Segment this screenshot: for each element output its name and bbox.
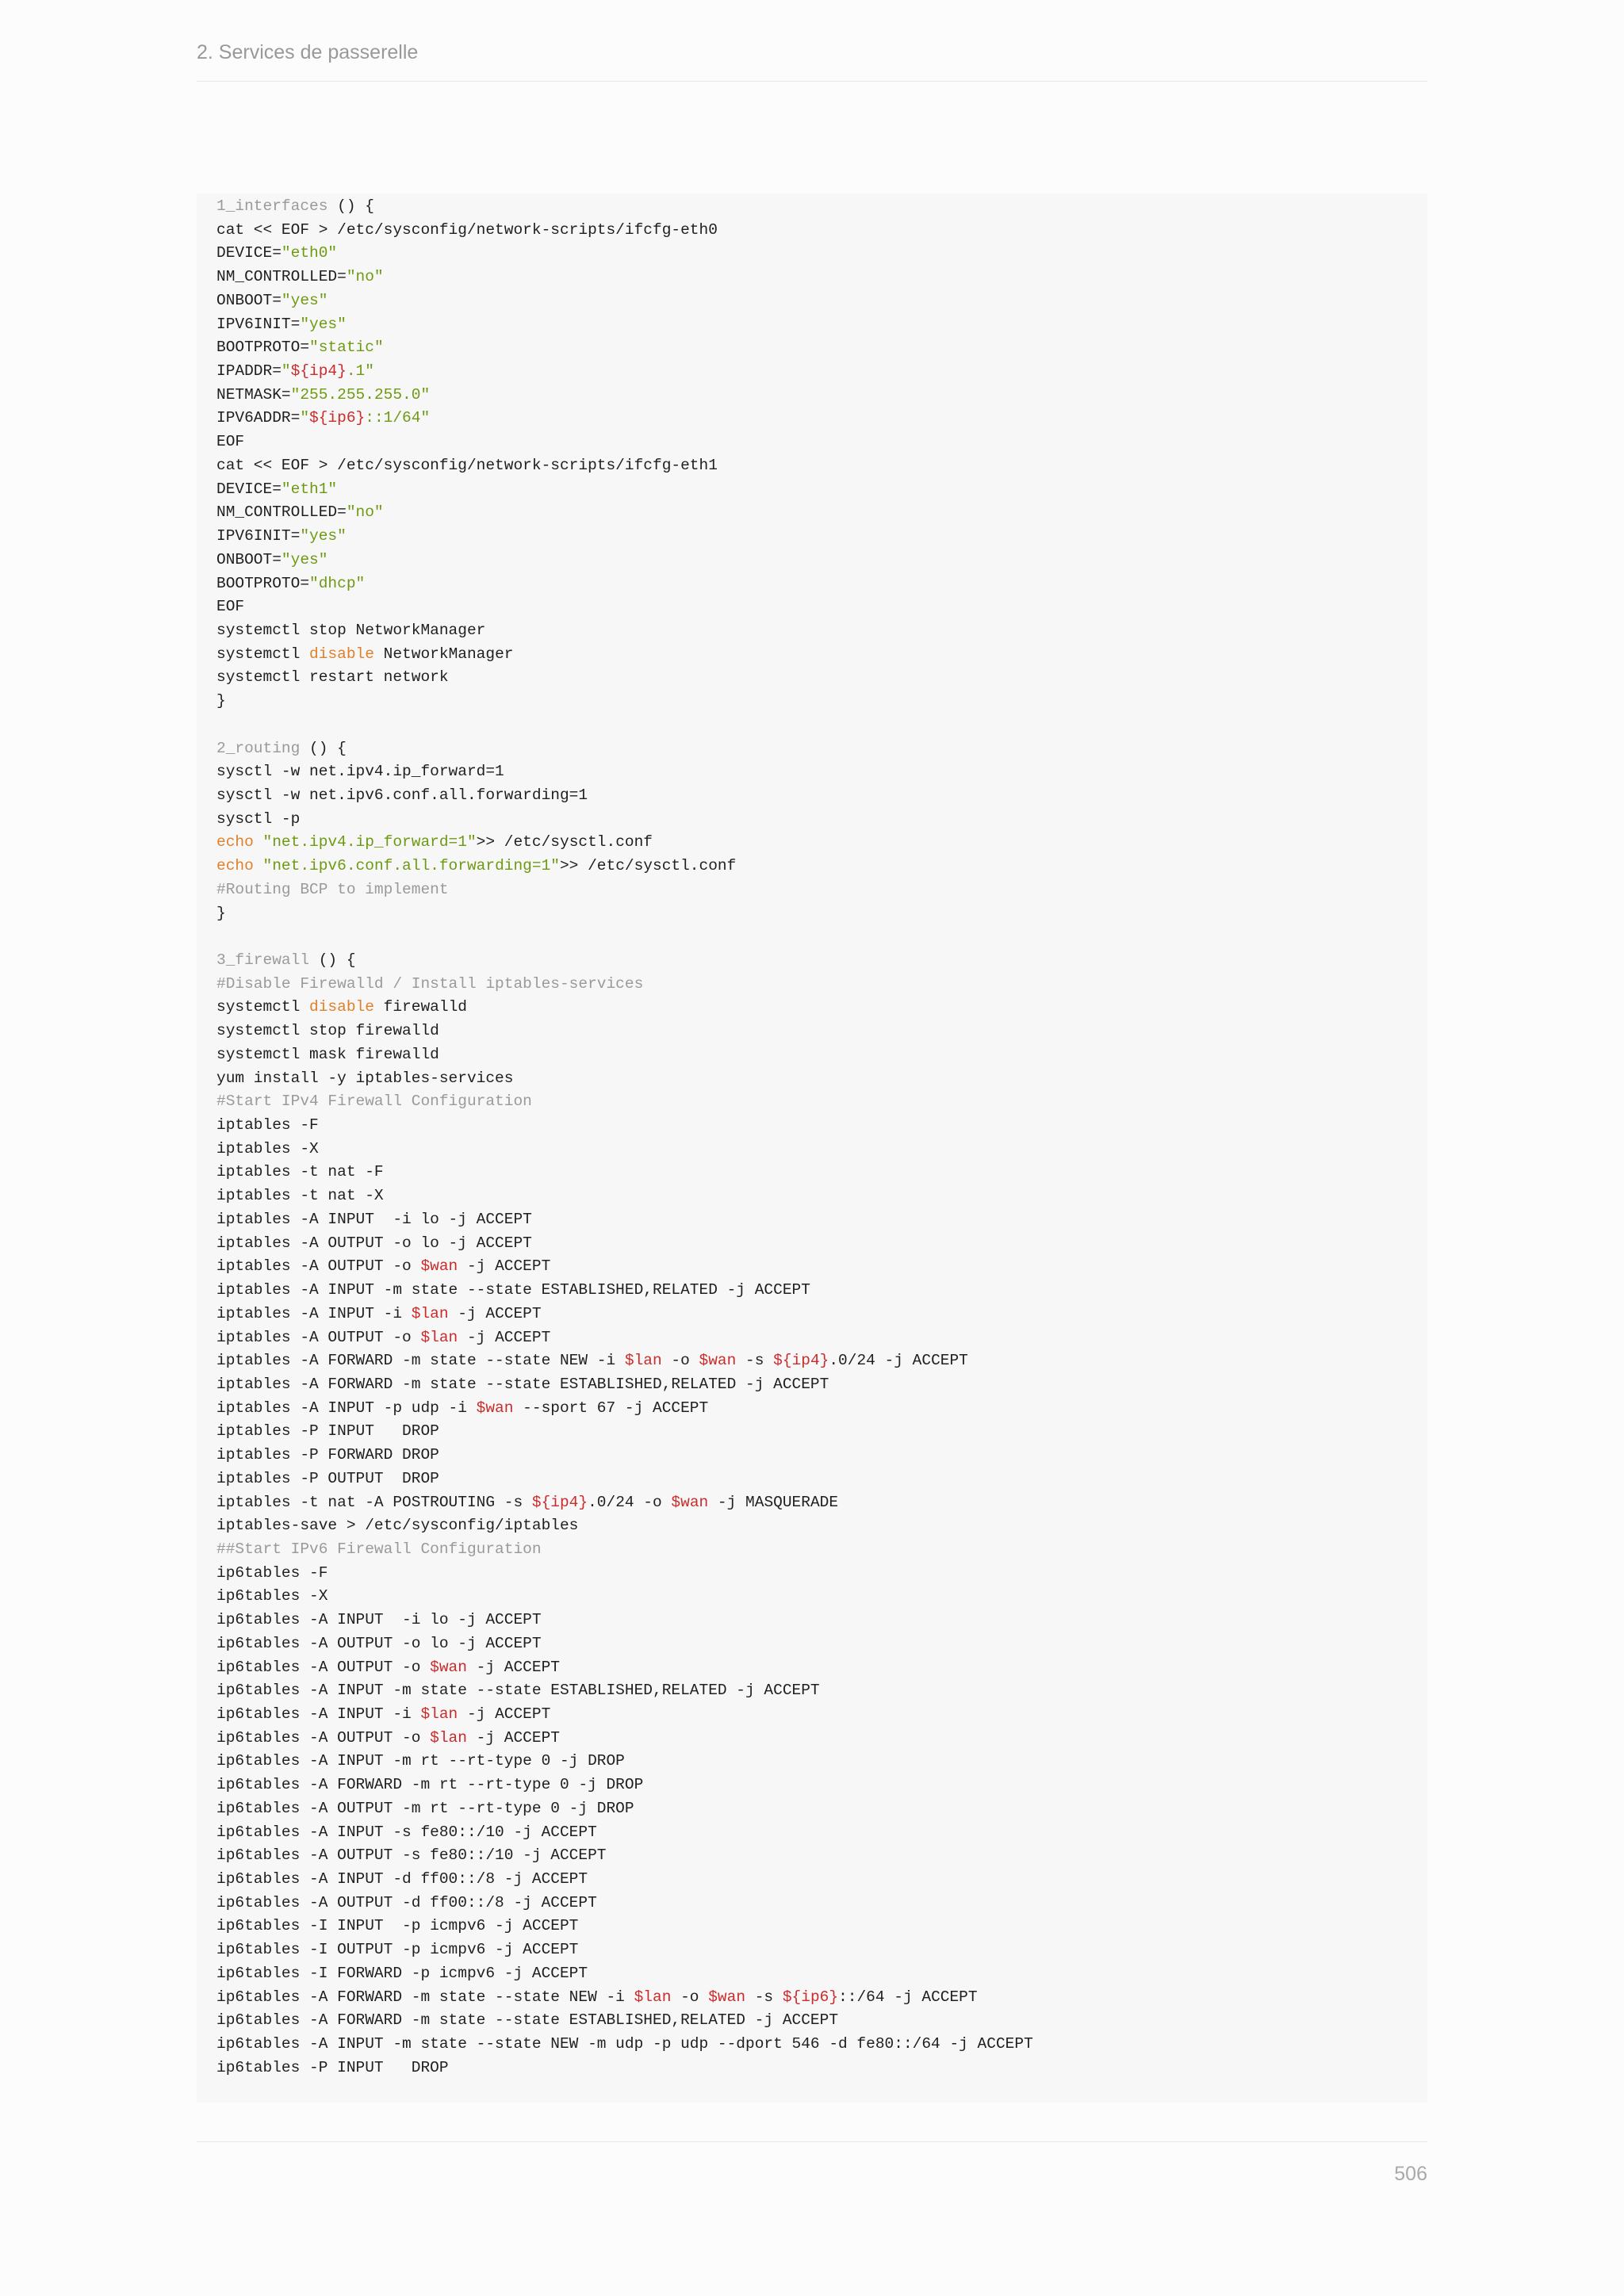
code-line	[216, 643, 1427, 667]
code-token: ip6tables -A INPUT -m state --state NEW -m udp -p udp --dport 546 -d fe80::/64 -j ACCEPT	[216, 2035, 1033, 2053]
code-line	[216, 1868, 1427, 1892]
code-token	[254, 833, 263, 851]
code-token: -s	[745, 1988, 783, 2006]
code-token: $wan	[671, 1493, 709, 1511]
code-token: -j ACCEPT	[466, 1658, 560, 1676]
code-line	[216, 1043, 1427, 1067]
code-line	[216, 784, 1427, 808]
code-line	[216, 360, 1427, 384]
code-token: systemctl	[216, 998, 310, 1016]
code-line	[216, 2009, 1427, 2033]
code-token: #Start IPv4 Firewall Configuration	[216, 1093, 532, 1111]
code-token: ${ip4}	[531, 1493, 588, 1511]
code-line	[216, 1067, 1427, 1091]
code-block	[197, 193, 1427, 2103]
code-line	[216, 831, 1427, 855]
code-line	[216, 2057, 1427, 2080]
code-token: yum install -y iptables-services	[216, 1069, 514, 1087]
code-token: cat << EOF > /etc/sysconfig/network-scripts/ifcfg-eth0	[216, 220, 718, 239]
code-token: ip6tables -A OUTPUT -o	[216, 1658, 431, 1676]
code-token: iptables -F	[216, 1116, 319, 1135]
code-line	[216, 1727, 1427, 1751]
code-token: "eth1"	[281, 480, 338, 498]
code-line	[216, 1255, 1427, 1279]
code-line	[216, 219, 1427, 243]
code-line	[216, 1232, 1427, 1256]
code-token: firewalld	[373, 998, 467, 1016]
code-token: --sport 67 -j ACCEPT	[513, 1399, 709, 1417]
code-line	[216, 1279, 1427, 1303]
code-line	[216, 1679, 1427, 1703]
code-line	[216, 1656, 1427, 1680]
code-token: $lan	[420, 1705, 458, 1723]
code-token: disable	[309, 998, 374, 1016]
code-token: IPV6ADDR=	[216, 409, 301, 427]
code-token: #Routing BCP to implement	[216, 880, 449, 898]
code-token: DEVICE=	[216, 480, 282, 498]
code-line	[216, 1090, 1427, 1114]
code-token: "static"	[309, 339, 384, 357]
code-token: EOF	[216, 433, 245, 451]
code-token: ${ip6}	[782, 1988, 839, 2006]
code-token: -o	[671, 1988, 709, 2006]
code-token: NETMASK=	[216, 385, 291, 404]
code-token: -o	[661, 1352, 699, 1370]
code-token: }	[216, 692, 226, 710]
code-token: $wan	[708, 1988, 746, 2006]
code-token: systemctl	[216, 645, 310, 663]
code-token: ${ip6}	[309, 409, 366, 427]
code-token: ip6tables -I INPUT -p icmpv6 -j ACCEPT	[216, 1917, 579, 1935]
code-token: ip6tables -A OUTPUT -d ff00::/8 -j ACCEPT	[216, 1893, 597, 1911]
code-token: $wan	[476, 1399, 514, 1417]
code-line	[216, 1562, 1427, 1586]
code-token: ip6tables -F	[216, 1563, 328, 1582]
code-line	[216, 266, 1427, 289]
code-line	[216, 902, 1427, 926]
code-token: ip6tables -A OUTPUT -o lo -j ACCEPT	[216, 1634, 542, 1652]
code-token: () {	[309, 951, 356, 969]
code-token: iptables -t nat -A POSTROUTING -s	[216, 1493, 532, 1511]
code-line	[216, 1397, 1427, 1421]
code-token: systemctl stop firewalld	[216, 1022, 439, 1040]
code-token: $wan	[420, 1257, 458, 1276]
code-token: BOOTPROTO=	[216, 574, 310, 592]
code-line	[216, 1538, 1427, 1562]
code-token: ip6tables -A OUTPUT -s fe80::/10 -j ACCEPT	[216, 1846, 607, 1865]
code-token: echo	[216, 833, 254, 851]
code-line	[216, 1892, 1427, 1915]
code-line	[216, 1703, 1427, 1727]
code-line	[216, 1020, 1427, 1043]
code-token: NM_CONTROLLED=	[216, 268, 347, 286]
code-token: ip6tables -A INPUT -m state --state ESTABLISHED,RELATED -j ACCEPT	[216, 1682, 820, 1700]
code-line	[216, 1938, 1427, 1962]
code-token: ${ip4}	[773, 1352, 829, 1370]
code-token: iptables -A OUTPUT -o lo -j ACCEPT	[216, 1234, 532, 1252]
code-line	[216, 454, 1427, 478]
code-line	[216, 1962, 1427, 1986]
code-token: -j ACCEPT	[466, 1728, 560, 1747]
code-token: systemctl mask firewalld	[216, 1045, 439, 1063]
code-token: ip6tables -A INPUT -i lo -j ACCEPT	[216, 1611, 542, 1629]
code-token: DEVICE=	[216, 244, 282, 262]
code-token: iptables -A INPUT -i lo -j ACCEPT	[216, 1210, 532, 1228]
code-token: () {	[327, 197, 374, 215]
code-line	[216, 336, 1427, 360]
code-token: NetworkManager	[373, 645, 514, 663]
code-token: systemctl restart network	[216, 668, 449, 687]
code-token: ip6tables -A FORWARD -m rt --rt-type 0 -j DROP	[216, 1776, 644, 1794]
code-token: EOF	[216, 598, 245, 616]
code-token: $lan	[634, 1988, 672, 2006]
code-token: sysctl -w net.ipv4.ip_forward=1	[216, 763, 504, 781]
code-line	[216, 1986, 1427, 2010]
code-token: ip6tables -A OUTPUT -o	[216, 1728, 431, 1747]
code-token: -j MASQUERADE	[708, 1493, 839, 1511]
code-token: ip6tables -A INPUT -m rt --rt-type 0 -j DROP	[216, 1752, 625, 1770]
code-token: "net.ipv6.conf.all.forwarding=1"	[262, 857, 560, 875]
code-token: -s	[736, 1352, 774, 1370]
code-token: iptables -A FORWARD -m state --state NEW -i	[216, 1352, 625, 1370]
code-token: ip6tables -A FORWARD -m state --state ESTABLISHED,RELATED -j ACCEPT	[216, 2011, 839, 2030]
code-token: 1_interfaces	[216, 197, 328, 215]
code-token: "	[300, 409, 310, 427]
code-line	[216, 572, 1427, 596]
code-line	[216, 313, 1427, 337]
code-token: $wan	[699, 1352, 737, 1370]
code-listing	[216, 195, 1427, 2080]
code-line	[216, 1161, 1427, 1184]
code-token: $lan	[411, 1304, 449, 1322]
code-line	[216, 666, 1427, 690]
code-token: }	[216, 904, 226, 922]
code-token: sysctl -w net.ipv6.conf.all.forwarding=1	[216, 786, 588, 804]
code-token: IPV6INIT=	[216, 527, 301, 545]
code-token: cat << EOF > /etc/sysconfig/network-scripts/ifcfg-eth1	[216, 456, 718, 474]
code-token: "yes"	[300, 315, 347, 333]
code-line	[216, 949, 1427, 973]
code-token: "dhcp"	[309, 574, 366, 592]
code-token: "no"	[346, 503, 384, 522]
code-line	[216, 1609, 1427, 1632]
code-line	[216, 407, 1427, 430]
code-line	[216, 1184, 1427, 1208]
code-line	[216, 501, 1427, 525]
code-token: IPADDR=	[216, 362, 282, 381]
code-line	[216, 1915, 1427, 1938]
code-line	[216, 525, 1427, 549]
code-line	[216, 690, 1427, 714]
code-token: $lan	[624, 1352, 662, 1370]
code-line	[216, 878, 1427, 902]
code-token: #Disable Firewalld / Install iptables-services	[216, 974, 644, 993]
code-line	[216, 973, 1427, 997]
code-token: ::/64 -j ACCEPT	[838, 1988, 978, 2006]
code-line	[216, 1420, 1427, 1444]
code-token: >> /etc/sysctl.conf	[559, 857, 737, 875]
code-token: ip6tables -X	[216, 1587, 328, 1605]
code-token: -j ACCEPT	[458, 1705, 551, 1723]
code-line	[216, 1514, 1427, 1538]
code-token: -j ACCEPT	[448, 1304, 542, 1322]
code-line	[216, 1326, 1427, 1350]
code-line	[216, 714, 1427, 737]
code-token: iptables-save > /etc/sysconfig/iptables	[216, 1517, 579, 1535]
code-token: ip6tables -A OUTPUT -m rt --rt-type 0 -j DROP	[216, 1799, 634, 1817]
code-token: ::1/64"	[365, 409, 431, 427]
code-token: ##Start IPv6 Firewall Configuration	[216, 1540, 542, 1558]
page-footer	[197, 2141, 1427, 2206]
code-token: .1"	[346, 362, 374, 381]
code-line	[216, 925, 1427, 949]
code-line	[216, 1774, 1427, 1797]
code-line	[216, 1585, 1427, 1609]
code-token: "yes"	[300, 527, 347, 545]
code-token: ip6tables -A INPUT -s fe80::/10 -j ACCEPT	[216, 1823, 597, 1841]
code-line	[216, 1821, 1427, 1845]
code-token: ip6tables -A FORWARD -m state --state NEW -i	[216, 1988, 634, 2006]
code-token: ONBOOT=	[216, 291, 282, 309]
code-token: iptables -P OUTPUT DROP	[216, 1469, 439, 1487]
code-line	[216, 1138, 1427, 1161]
code-token: >> /etc/sysctl.conf	[476, 833, 653, 851]
code-token: disable	[309, 645, 374, 663]
code-token: iptables -P FORWARD DROP	[216, 1446, 439, 1464]
page-header	[197, 35, 1427, 82]
code-line	[216, 619, 1427, 643]
code-token: 2_routing	[216, 739, 301, 757]
code-line	[216, 1114, 1427, 1138]
code-token: ip6tables -I OUTPUT -p icmpv6 -j ACCEPT	[216, 1941, 579, 1959]
code-token: echo	[216, 857, 254, 875]
code-line	[216, 1632, 1427, 1656]
code-line	[216, 430, 1427, 454]
code-line	[216, 1349, 1427, 1373]
page-number: 506	[1394, 2163, 1427, 2185]
code-line	[216, 2033, 1427, 2057]
code-line	[216, 1797, 1427, 1821]
code-line	[216, 760, 1427, 784]
code-token: .0/24 -j ACCEPT	[829, 1352, 968, 1370]
code-line	[216, 195, 1427, 219]
code-token: iptables -A OUTPUT -o	[216, 1257, 421, 1276]
code-line	[216, 242, 1427, 266]
code-token: $lan	[420, 1328, 458, 1346]
code-token: ${ip4}	[290, 362, 347, 381]
code-token: "255.255.255.0"	[290, 385, 431, 404]
code-token: $lan	[430, 1728, 467, 1747]
code-token: () {	[300, 739, 347, 757]
code-line	[216, 1208, 1427, 1232]
code-token: IPV6INIT=	[216, 315, 301, 333]
code-token: systemctl stop NetworkManager	[216, 621, 486, 639]
code-token: ip6tables -A INPUT -i	[216, 1705, 421, 1723]
code-token: "yes"	[281, 550, 328, 568]
code-token: .0/24 -o	[588, 1493, 672, 1511]
code-line	[216, 808, 1427, 832]
code-line	[216, 1491, 1427, 1515]
code-token: 3_firewall	[216, 951, 310, 969]
code-token: iptables -A FORWARD -m state --state ESTABLISHED,RELATED -j ACCEPT	[216, 1375, 829, 1393]
code-token: iptables -t nat -F	[216, 1163, 384, 1181]
code-token: -j ACCEPT	[458, 1328, 551, 1346]
code-token: iptables -A INPUT -m state --state ESTABLISHED,RELATED -j ACCEPT	[216, 1281, 810, 1299]
code-token: "	[281, 362, 291, 381]
code-token: iptables -X	[216, 1139, 319, 1158]
code-line	[216, 1844, 1427, 1868]
code-token: iptables -A OUTPUT -o	[216, 1328, 421, 1346]
code-line	[216, 478, 1427, 502]
code-token: ip6tables -A INPUT -d ff00::/8 -j ACCEPT	[216, 1870, 588, 1888]
code-line	[216, 1750, 1427, 1774]
code-line	[216, 737, 1427, 761]
code-token: iptables -A INPUT -p udp -i	[216, 1399, 477, 1417]
code-token: sysctl -p	[216, 809, 301, 828]
code-token	[254, 857, 263, 874]
code-token: iptables -P INPUT DROP	[216, 1422, 439, 1441]
code-token: iptables -t nat -X	[216, 1187, 384, 1205]
code-line	[216, 595, 1427, 619]
code-line	[216, 1468, 1427, 1491]
code-line	[216, 384, 1427, 408]
running-header-title: 2. Services de passerelle	[197, 41, 419, 63]
code-token: iptables -A INPUT -i	[216, 1304, 412, 1322]
code-line	[216, 1373, 1427, 1397]
code-line	[216, 855, 1427, 878]
code-line	[216, 996, 1427, 1020]
code-token: ip6tables -P INPUT DROP	[216, 2058, 449, 2076]
code-token: -j ACCEPT	[458, 1257, 551, 1276]
code-line	[216, 1444, 1427, 1468]
code-token: NM_CONTROLLED=	[216, 503, 347, 522]
code-token: "eth0"	[281, 244, 338, 262]
code-line	[216, 1303, 1427, 1326]
code-line	[216, 549, 1427, 572]
code-token: $wan	[430, 1658, 467, 1676]
code-line	[216, 289, 1427, 313]
code-token: "net.ipv4.ip_forward=1"	[262, 833, 477, 851]
code-token: "yes"	[281, 291, 328, 309]
code-token: "no"	[346, 268, 384, 286]
code-token: ip6tables -I FORWARD -p icmpv6 -j ACCEPT	[216, 1964, 588, 1982]
code-token: ONBOOT=	[216, 550, 282, 568]
code-token: BOOTPROTO=	[216, 339, 310, 357]
